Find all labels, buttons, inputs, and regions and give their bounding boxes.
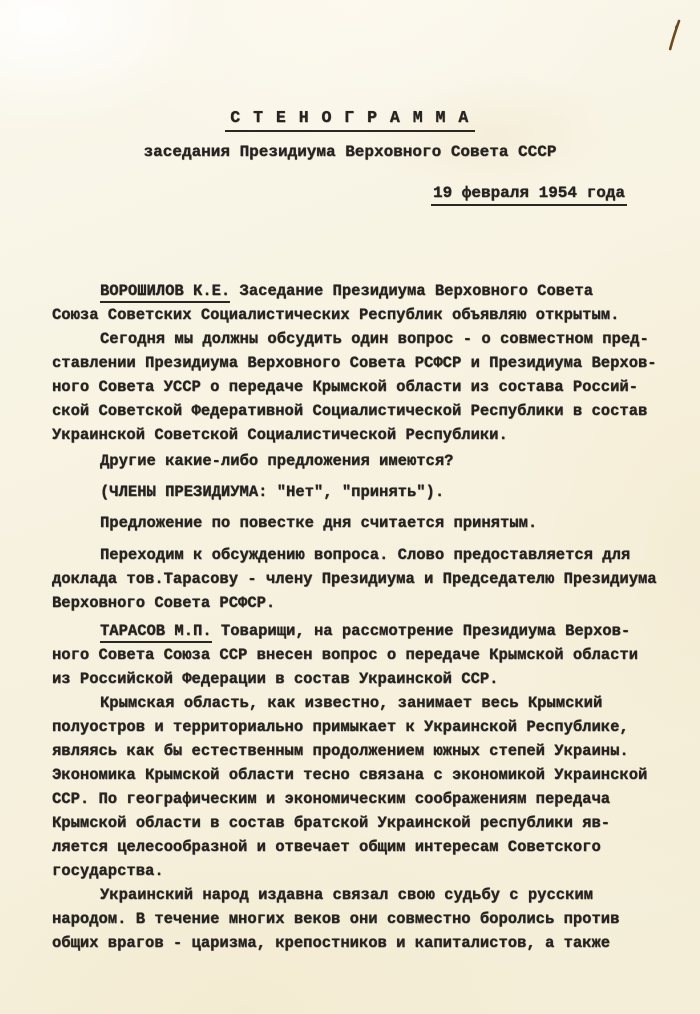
text-line: Другие какие-либо предложения имеются? — [100, 452, 454, 470]
text-line-rest: Товарищи, на рассмотрение Президиума Верхов- — [211, 622, 631, 640]
text-line: Верховного Совета РСФСР. — [52, 594, 276, 612]
text-line: Крымской области в состав братской Украинской республики яв- — [52, 814, 611, 832]
text-line: ССР. По географическим и экономическим соображениям передача — [52, 790, 611, 808]
text-line: ставлении Президиума Верховного Совета РСФСР и Президиума Верхов- — [52, 354, 657, 372]
paragraph-ukrainian-people — [52, 883, 672, 955]
text-line: Переходим к обсуждению вопроса. Слово предоставляется для — [100, 546, 631, 564]
text-line: народом. В течение многих веков они совместно боролись против — [52, 910, 620, 928]
text-line: ного Совета УССР о передаче Крымской области из состава Россий- — [52, 378, 638, 396]
text-line: Союза Советских Социалистических Республик объявляю открытым. — [52, 306, 620, 324]
text-line: полуостров и территориально примыкает к Украинской Республике, — [52, 718, 629, 736]
paragraph-members-reply — [52, 480, 672, 504]
text-line: ской Советской Федеративной Социалистической Республики в состав — [52, 402, 648, 420]
doc-title — [0, 108, 700, 132]
text-line: общих врагов - царизма, крепостников и капиталистов, а также — [52, 934, 611, 952]
transcript-body — [52, 279, 672, 955]
text-line: являясь как бы естественным продолжением южных степей Украины. — [52, 742, 629, 760]
text-line: ного Совета Союза ССР внесен вопрос о передаче Крымской области — [52, 646, 638, 664]
text-line-rest: Заседание Президиума Верховного Совета — [230, 282, 593, 300]
text-line: из Российской Федерации в состав Украинской ССР. — [52, 670, 499, 688]
paragraph-agenda — [52, 327, 672, 447]
paragraph-tarasov-intro — [52, 619, 672, 691]
paragraph-other-proposals — [52, 449, 672, 473]
handwritten-page-mark-icon — [662, 18, 684, 54]
paragraph-voroshilov-opening — [52, 279, 672, 327]
text-line — [52, 619, 672, 643]
paragraph-crimea-description — [52, 691, 672, 883]
text-line: Сегодня мы должны обсудить один вопрос - о совместном пред- — [100, 330, 649, 348]
speaker-name-tarasov: ТАРАСОВ М.П. — [100, 622, 212, 643]
text-line: доклада тов.Тарасову - члену Президиума и Председателю Президиума — [52, 570, 657, 588]
text-line — [52, 279, 672, 303]
text-line: Экономика Крымской области тесно связана с экономикой Украинской — [52, 766, 648, 784]
text-line: государства. — [52, 862, 164, 880]
doc-date — [0, 184, 700, 206]
text-line: Украинской Советской Социалистической Республики. — [52, 426, 508, 444]
doc-title-text: С Т Е Н О Г Р А М М А — [225, 108, 474, 132]
paragraph-floor-to-tarasov — [52, 543, 672, 615]
text-line: Украинский народ издавна связал свою судьбу с русским — [100, 886, 593, 904]
text-line: (ЧЛЕНЫ ПРЕЗИДИУМА: "Нет", "принять"). — [100, 483, 445, 501]
paragraph-agenda-accepted — [52, 511, 672, 535]
doc-date-text: 19 февраля 1954 года — [431, 184, 627, 206]
speaker-name-voroshilov: ВОРОШИЛОВ К.Е. — [100, 282, 230, 303]
document-header — [0, 0, 700, 206]
text-line: ляется целесообразной и отвечает общим интересам Советского — [52, 838, 601, 856]
text-line: Крымская область, как известно, занимает весь Крымский — [100, 694, 603, 712]
doc-subtitle: заседания Президиума Верховного Совета СССР — [143, 143, 557, 161]
text-line: Предложение по повестке дня считается принятым. — [100, 514, 538, 532]
